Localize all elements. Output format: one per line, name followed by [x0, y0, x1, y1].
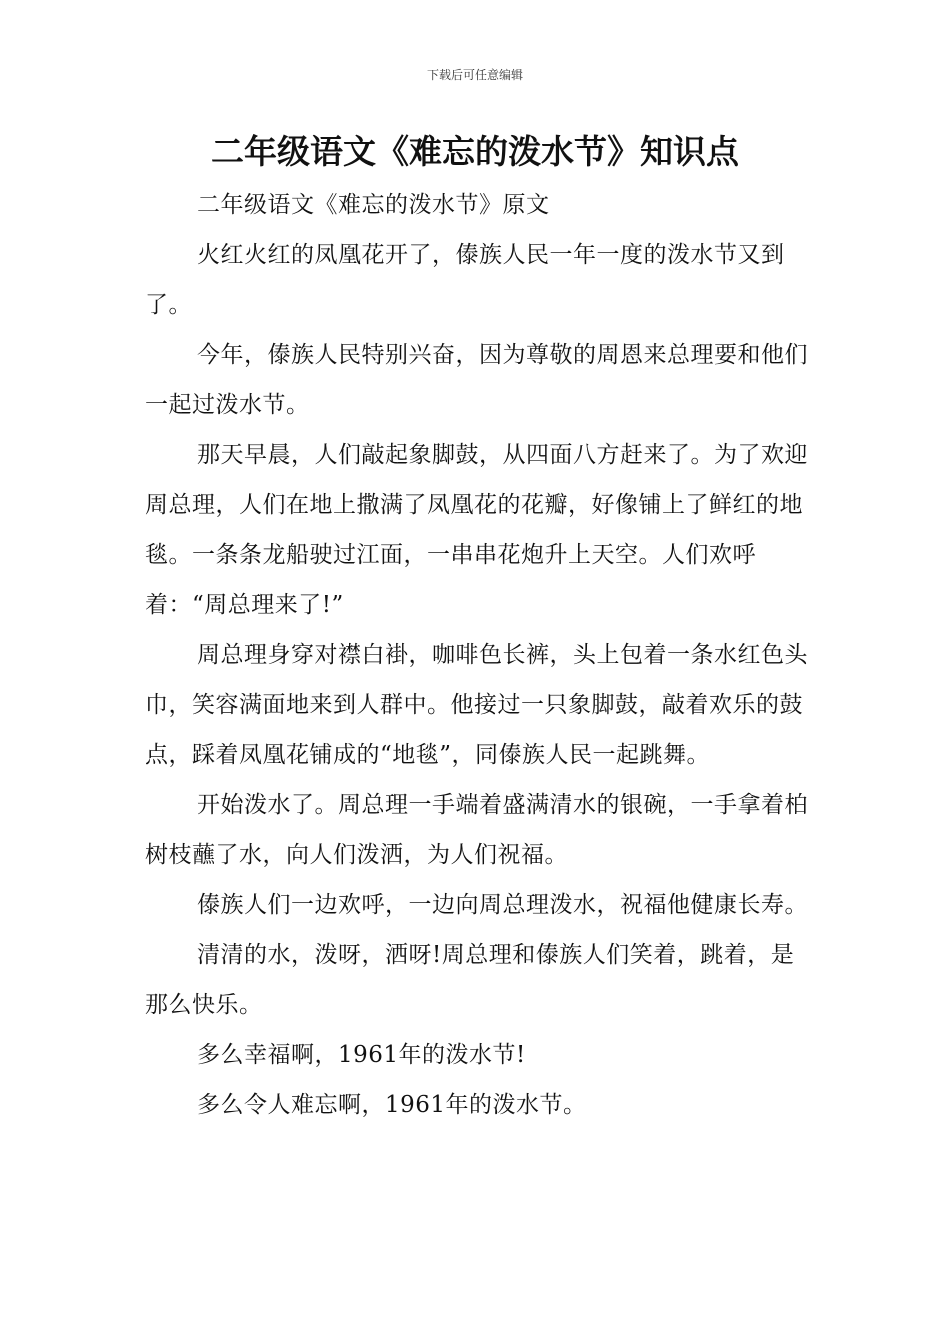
- header-note: 下载后可任意编辑: [426, 68, 523, 82]
- paragraph-subtitle: 二年级语文《难忘的泼水节》原文: [197, 192, 550, 218]
- paragraph: 周总理身穿对襟白褂，咖啡色长裤，头上包着一条水红色头巾，笑容满面地来到人群中。他接过一只象脚鼓，敲着欢乐的鼓点，踩着凤凰花铺成的“地毯”，同傣族人民一起跳舞。: [145, 642, 808, 768]
- paragraph: 开始泼水了。周总理一手端着盛满清水的银碗，一手拿着柏树枝蘸了水，向人们泼洒，为人们祝福。: [145, 792, 808, 868]
- paragraph: 今年，傣族人民特别兴奋，因为尊敬的周恩来总理要和他们一起过泼水节。: [145, 342, 808, 418]
- paragraph: 傣族人们一边欢呼，一边向周总理泼水，祝福他健康长寿。: [197, 892, 808, 918]
- page-title: 二年级语文《难忘的泼水节》知识点: [211, 132, 739, 171]
- paragraph: 多么幸福啊，1961年的泼水节!: [197, 1042, 526, 1068]
- paragraph: 火红火红的凤凰花开了，傣族人民一年一度的泼水节又到了。: [145, 242, 785, 318]
- paragraph: 清清的水，泼呀，洒呀!周总理和傣族人们笑着，跳着，是那么快乐。: [145, 942, 795, 1018]
- paragraph: 那天早晨，人们敲起象脚鼓，从四面八方赶来了。为了欢迎周总理，人们在地上撒满了凤凰花的花瓣，好像铺上了鲜红的地毯。一条条龙船驶过江面，一串串花炮升上天空。人们欢呼着：“周总理来了!”: [145, 442, 808, 618]
- document-body: [145, 180, 813, 1130]
- paragraph: 多么令人难忘啊，1961年的泼水节。: [197, 1092, 587, 1118]
